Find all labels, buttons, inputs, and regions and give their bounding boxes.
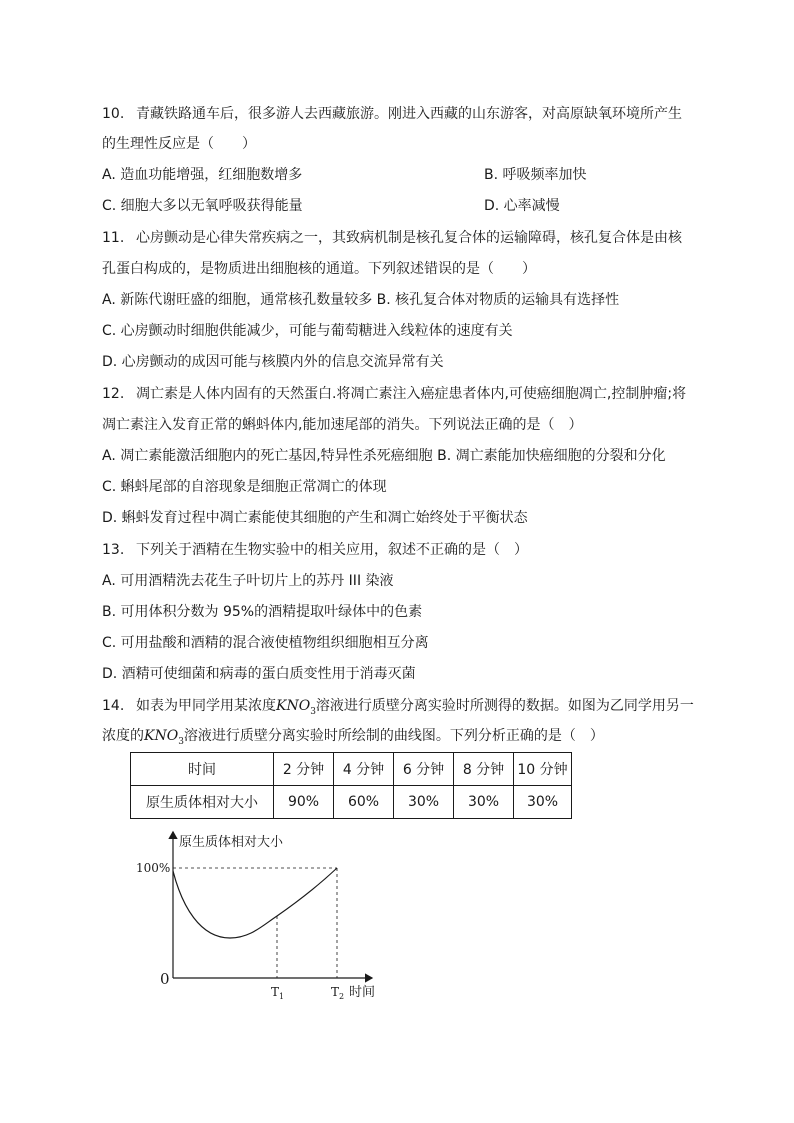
kno3-formula [276,698,316,717]
q13-option-b: B. 可用体积分数为 95%的酒精提取叶绿体中的色素 [102,604,423,620]
q14-stem1-post: 溶液进行质壁分离实验时所测得的数据。如图为乙同学用另一 [315,698,694,714]
table-header-cell: 6 分钟 [394,753,454,786]
table-row [131,786,572,819]
q10-stem-line2: 的生理性反应是（ ） [102,136,256,152]
q11-number: 11. [102,230,125,246]
table-header-cell: 10 分钟 [514,753,572,786]
y100-label: 100% [136,861,171,875]
table-cell: 原生质体相对大小 [131,786,274,819]
q11-stem-line2: 孔蛋白构成的，是物质进出细胞核的通道。下列叙述错误的是（ ） [102,261,536,277]
kno3-sub-2: 3 [178,736,184,747]
q14-stem2-pre: 浓度的 [102,728,144,744]
origin-label: 0 [160,970,170,988]
q14-stem-line2 [102,727,604,751]
q14-stem-line1 [102,697,694,721]
q12-option-c: C. 蝌蚪尾部的自溶现象是细胞正常凋亡的体现 [102,479,387,495]
q14-number: 14. [102,698,125,714]
t2-base: T [331,985,340,999]
table-cell: 90% [274,786,334,819]
kno3-sub: 3 [310,706,316,717]
q13-option-c: C. 可用盐酸和酒精的混合液使植物组织细胞相互分离 [102,635,429,651]
table-header-cell: 时间 [131,753,274,786]
kno3-base-2: KNO [144,728,179,744]
protoplast-curve [173,868,337,938]
q10-stem-text1: 青藏铁路通车后，很多游人去西藏旅游。刚进入西藏的山东游客，对高原缺氧环境所产生 [136,106,682,122]
table-header-cell: 8 分钟 [454,753,514,786]
q12-options-ab: A. 凋亡素能激活细胞内的死亡基因,特异性杀死癌细胞 B. 凋亡素能加快癌细胞的分裂和分化 [102,448,666,464]
t2-sub: 2 [339,992,345,1001]
q12-stem-line2: 凋亡素注入发育正常的蝌蚪体内,能加速尾部的消失。下列说法正确的是（ ） [102,417,583,433]
q10-options-cd [102,197,702,215]
data-table [130,752,572,819]
q13-option-a: A. 可用酒精洗去花生子叶切片上的苏丹 III 染液 [102,573,394,589]
t1-label [271,985,284,1001]
q14-stem1-pre: 如表为甲同学用某浓度 [136,698,276,714]
q11-options-ab: A. 新陈代谢旺盛的细胞，通常核孔数量较多 B. 核孔复合体对物质的运输具有选择性 [102,292,620,308]
q10-option-d: D. 心率减慢 [484,198,560,214]
protoplast-graph [136,826,390,1006]
q12-stem-text1: 凋亡素是人体内固有的天然蛋白.将凋亡素注入癌症患者体内,可使癌细胞凋亡,控制肿瘤;将 [136,386,687,402]
q10-option-c: C. 细胞大多以无氧呼吸获得能量 [102,198,303,214]
table-cell: 30% [514,786,572,819]
table-header-cell: 2 分钟 [274,753,334,786]
table-cell: 60% [334,786,394,819]
q13-option-d: D. 酒精可使细菌和病毒的蛋白质变性用于消毒灭菌 [102,666,416,682]
q10-options-ab [102,166,702,184]
x-axis-label: 时间 [349,985,376,1000]
q11-option-d: D. 心房颤动的成因可能与核膜内外的信息交流异常有关 [102,354,444,370]
q12-number: 12. [102,386,125,402]
t1-sub: 1 [279,992,285,1001]
table-header-cell: 4 分钟 [334,753,394,786]
q11-option-c: C. 心房颤动时细胞供能减少，可能与葡萄糖进入线粒体的速度有关 [102,323,513,339]
q10-option-a: A. 造血功能增强，红细胞数增多 [102,167,303,183]
kno3-base: KNO [276,698,311,714]
q10-number: 10. [102,106,125,122]
q14-stem2-post: 溶液进行质壁分离实验时所绘制的曲线图。下列分析正确的是（ ） [183,728,604,744]
q12-stem-line1 [102,385,686,403]
table-header-row [131,753,572,786]
q11-stem-line1 [102,229,682,247]
q13-stem-text1: 下列关于酒精在生物实验中的相关应用，叙述不正确的是（ ） [136,542,528,558]
y-axis-label: 原生质体相对大小 [179,835,284,850]
q10-stem-line1 [102,105,682,123]
q13-number: 13. [102,542,125,558]
t1-base: T [271,985,280,999]
q11-stem-text1: 心房颤动是心律失常疾病之一，其致病机制是核孔复合体的运输障碍，核孔复合体是由核 [136,230,682,246]
table-cell: 30% [454,786,514,819]
kno3-formula-2 [144,728,184,747]
q12-option-d: D. 蝌蚪发育过程中凋亡素能使其细胞的产生和凋亡始终处于平衡状态 [102,510,528,526]
q10-option-b: B. 呼吸频率加快 [484,167,587,183]
t2-label [331,985,344,1001]
table-cell: 30% [394,786,454,819]
q13-stem-line1 [102,541,528,559]
